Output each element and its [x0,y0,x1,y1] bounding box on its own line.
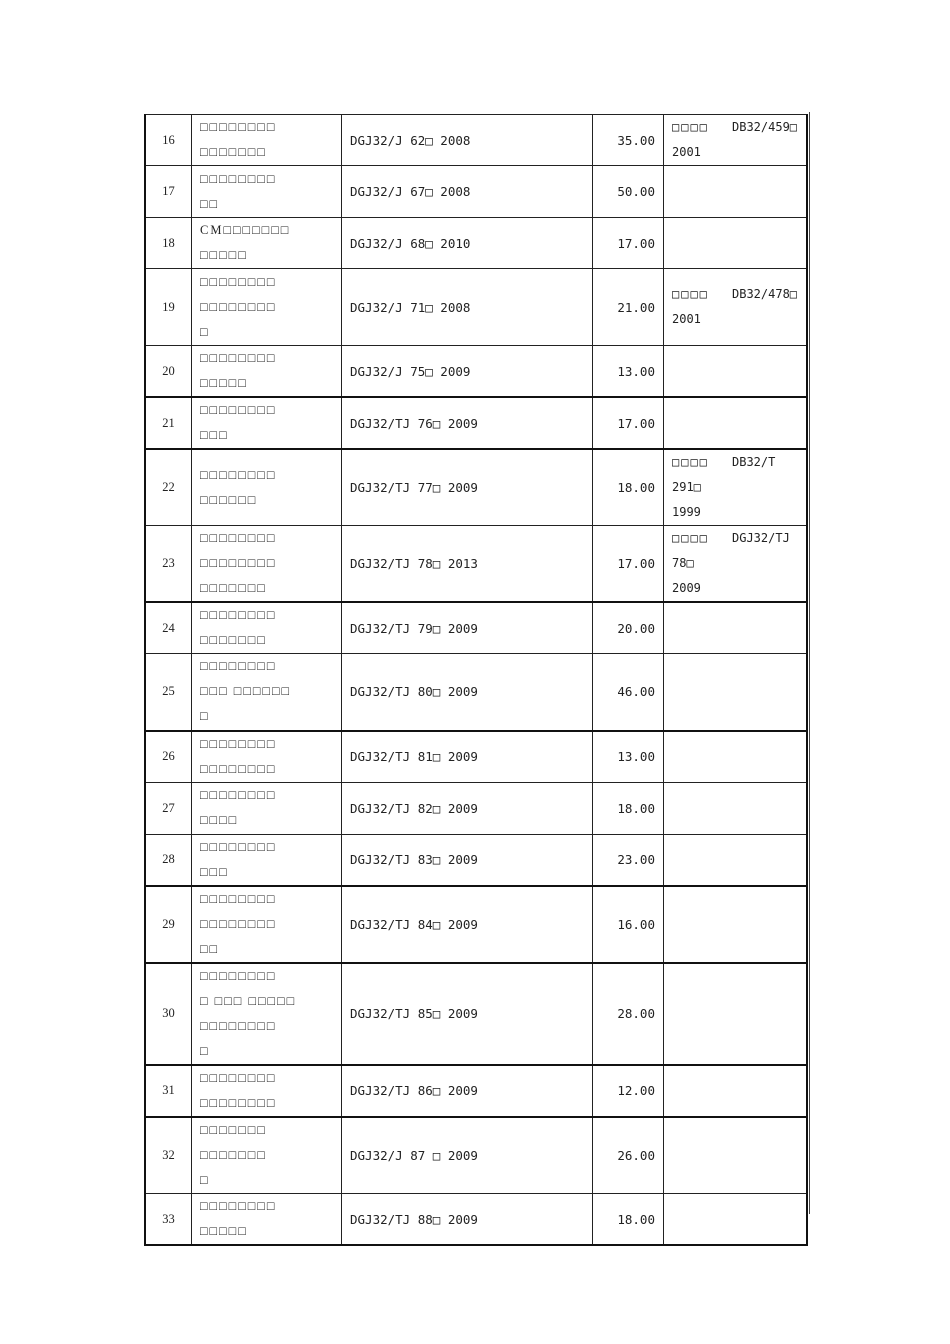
table-row [145,886,807,963]
row-number: 27 [145,782,192,834]
price: 17.00 [593,526,664,603]
price: 46.00 [593,654,664,731]
standard-name-line: □□□□□□□□ [200,403,277,417]
standard-name [192,654,342,731]
standard-name [192,886,342,963]
replaced-standard [664,526,808,603]
price: 23.00 [593,834,664,886]
replaced-label: □□□□ [672,455,709,469]
standard-name-line: □□□□□□□□ [200,968,277,983]
price: 12.00 [593,1065,664,1117]
replaced-standard [664,1065,808,1117]
replaced-standard [664,346,808,398]
standard-name-line: □ □□□ □□□□□ [200,993,297,1008]
standard-code: DGJ32/TJ 80□ 2009 [342,654,593,731]
row-number: 22 [145,449,192,526]
standard-name [192,346,342,398]
standard-name [192,269,342,346]
replaced-standard [664,449,808,526]
standard-name-line: □□□□□ [200,248,248,262]
standard-name-line: □□□□□□□□ [200,659,277,674]
standard-name [192,115,342,166]
replaced-standard [664,602,808,654]
replaced-standard [664,731,808,783]
replaced-standard [664,166,808,218]
table-row [145,654,807,731]
row-number: 20 [145,346,192,398]
table [144,114,808,1246]
replaced-code: DB32/478□ [732,287,798,301]
standard-name-line: □□□□□□ [200,492,258,507]
replaced-standard-line [672,115,806,140]
standard-name-line: □ [200,1172,210,1187]
standard-name-line: □□□□□□□□ [200,788,277,802]
standard-name-line: □□□□□□□□ [200,171,277,186]
replaced-label: □□□□ [672,287,709,301]
price: 18.00 [593,449,664,526]
replaced-standard-line [672,526,806,576]
row-number: 17 [145,166,192,218]
row-number: 25 [145,654,192,731]
standard-name-line: □ [200,709,210,724]
standards-table [144,114,808,1246]
replaced-standard [664,269,808,346]
row-number: 29 [145,886,192,963]
table-row [145,782,807,834]
standard-name [192,1194,342,1246]
standard-name-line: □□□□□□□□ [200,736,277,751]
price: 18.00 [593,1194,664,1246]
row-number: 19 [145,269,192,346]
standard-name [192,166,342,218]
row-number: 28 [145,834,192,886]
standard-name-line: □□□ [200,864,229,879]
table-row [145,346,807,398]
replaced-standard [664,218,808,269]
standard-name-line: □□□□□□□□ [200,531,277,545]
standard-name [192,1065,342,1117]
price: 35.00 [593,115,664,166]
replaced-standard [664,963,808,1065]
standard-name-line: □□□□□□□□ [200,761,277,776]
standard-name [192,1117,342,1194]
standard-name-line: □□□□□□□□ [200,1070,277,1085]
row-number: 32 [145,1117,192,1194]
standard-name [192,782,342,834]
standard-name-line: □□□ [200,428,229,442]
standard-name-line: □□□□□□□□ [200,299,277,314]
table-row [145,449,807,526]
standard-name-line: □□□□□□□ [200,1122,267,1137]
row-number: 23 [145,526,192,603]
standard-name-line: □□□□□□□□ [200,1199,277,1213]
replaced-standard [664,1194,808,1246]
row-number: 31 [145,1065,192,1117]
standard-name-line: □□□□□□□□ [200,1095,277,1110]
standard-name-line: □□□□□□□ [200,1147,267,1162]
standard-name-line: □□□□□□□□ [200,1018,277,1033]
standard-code: DGJ32/J 67□ 2008 [342,166,593,218]
standard-code: DGJ32/TJ 82□ 2009 [342,782,593,834]
price: 21.00 [593,269,664,346]
row-number: 30 [145,963,192,1065]
standard-code: DGJ32/J 62□ 2008 [342,115,593,166]
row-number: 18 [145,218,192,269]
standard-name-line: □□□ □□□□□□ [200,684,292,699]
table-body [145,115,807,1246]
standard-name-line: □□□□□□□ [200,145,267,159]
standard-name-line: □□□□□□□□ [200,274,277,289]
row-number: 26 [145,731,192,783]
standard-name [192,963,342,1065]
replaced-standard [664,1117,808,1194]
standard-name-line: CM□□□□□□□ [200,223,291,237]
replaced-label: □□□□ [672,531,709,545]
replaced-standard [664,397,808,449]
table-row [145,218,807,269]
replaced-code: DB32/T 291□ [672,455,776,494]
row-number: 24 [145,602,192,654]
standard-code: DGJ32/TJ 84□ 2009 [342,886,593,963]
standard-name [192,834,342,886]
replaced-standard-line [672,282,806,307]
standard-code: DGJ32/TJ 81□ 2009 [342,731,593,783]
table-row [145,269,807,346]
replaced-standard-line [672,450,806,500]
replaced-year: 1999 [672,505,701,519]
standard-name-line: □ [200,324,210,339]
price: 28.00 [593,963,664,1065]
replaced-label: □□□□ [672,120,709,134]
row-number: 21 [145,397,192,449]
standard-code: DGJ32/J 68□ 2010 [342,218,593,269]
standard-name [192,526,342,603]
price: 18.00 [593,782,664,834]
price: 50.00 [593,166,664,218]
standard-name-line: □□ [200,196,220,211]
price: 16.00 [593,886,664,963]
standard-name [192,731,342,783]
standard-name-line: □□□□□□□ [200,633,267,647]
standard-name-line: □□□□□□□□ [200,351,277,365]
standard-code: DGJ32/TJ 77□ 2009 [342,449,593,526]
replaced-standard [664,654,808,731]
standard-name-line: □□□□□□□□ [200,120,277,134]
standard-name-line: □□□□□□□□ [200,916,277,931]
table-row [145,397,807,449]
standard-name [192,218,342,269]
table-row [145,834,807,886]
table-row [145,963,807,1065]
table-row [145,1065,807,1117]
standard-name-line: □ [200,1043,210,1058]
standard-name-line: □□□□□ [200,376,248,390]
standard-code: DGJ32/TJ 76□ 2009 [342,397,593,449]
replaced-standard [664,834,808,886]
standard-name [192,602,342,654]
replaced-standard [664,886,808,963]
replaced-code: DGJ32/TJ 78□ [672,531,790,570]
table-row [145,1117,807,1194]
table-row [145,1194,807,1246]
price: 13.00 [593,731,664,783]
standard-code: DGJ32/TJ 79□ 2009 [342,602,593,654]
standard-code: DGJ32/J 71□ 2008 [342,269,593,346]
standard-code: DGJ32/TJ 86□ 2009 [342,1065,593,1117]
standard-code: DGJ32/TJ 78□ 2013 [342,526,593,603]
table-row [145,602,807,654]
standard-name-line: □□□□□ [200,1224,248,1238]
standard-code: DGJ32/TJ 83□ 2009 [342,834,593,886]
price: 13.00 [593,346,664,398]
replaced-year: 2009 [672,581,701,595]
price: 17.00 [593,218,664,269]
standard-code: DGJ32/TJ 88□ 2009 [342,1194,593,1246]
standard-name-line: □□□□□□□ [200,581,267,595]
table-row [145,526,807,603]
standard-code: DGJ32/J 87 □ 2009 [342,1117,593,1194]
replaced-year: 2001 [672,145,701,159]
replaced-code: DB32/459□ [732,120,798,134]
standard-name-line: □□□□□□□□ [200,608,277,622]
standard-code: DGJ32/TJ 85□ 2009 [342,963,593,1065]
price: 20.00 [593,602,664,654]
standard-name-line: □□□□□□□□ [200,891,277,906]
table-row [145,115,807,166]
standard-name [192,397,342,449]
replaced-standard [664,115,808,166]
row-number: 33 [145,1194,192,1246]
replaced-standard [664,782,808,834]
replaced-year: 2001 [672,312,701,326]
standard-name [192,449,342,526]
standard-name-line: □□□□□□□□ [200,839,277,854]
table-row [145,731,807,783]
standard-name-line: □□□□□□□□ [200,467,277,482]
standard-name-line: □□□□ [200,813,239,827]
standard-name-line: □□□□□□□□ [200,556,277,570]
standard-code: DGJ32/J 75□ 2009 [342,346,593,398]
row-number: 16 [145,115,192,166]
price: 26.00 [593,1117,664,1194]
standard-name-line: □□ [200,941,220,956]
table-row [145,166,807,218]
price: 17.00 [593,397,664,449]
